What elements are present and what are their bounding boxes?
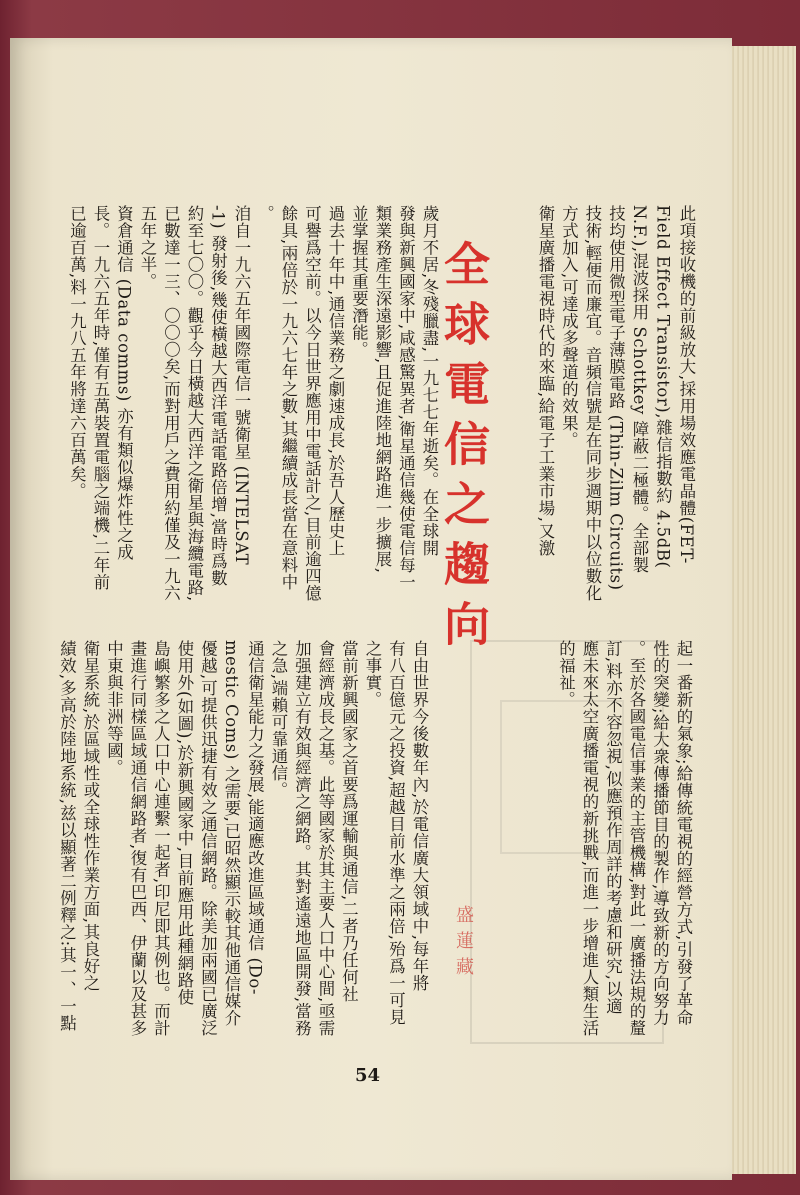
collector-stamp: 盛蓮藏 xyxy=(453,905,474,983)
page-edges xyxy=(730,46,796,1174)
text-column-bottom-left: 自由世界今後數年內,於電信廣大領域中,每年將 有八百億元之投資,超越目前水準之兩倍,殆爲一可見 之事實。 當前新興國家之首要爲運輸與通信,二者乃任何社 會經濟成長之基。此等國家於其主要人口中心間,亟需 加强建立有效與經濟之網路。其對遙遠地區開發,當務 之急,端賴可靠通信。 通信衛星能力之發展,能適應改進區域通信 (Do- mestic Coms) 之需要,已昭然顯示較其他通信媒介 優越,可提供迅捷有效之通信網路。除美加兩國已廣泛 使用外(如圖),於新興國家中,目前應用此種網路使 島嶼繁多之人口中心連繫一起者,印尼即其例也。而計 畫進行同樣區域通信網路者,復有巴西、伊蘭以及甚多 中東與非洲等國。 衛星系統,於區域性或全球性作業方面,其良好之 績效,多高於陸地系統,兹以顯著二例釋之:其一、一點 xyxy=(57,640,429,1037)
article-title: 全球電信之趨向 xyxy=(437,240,491,660)
text-column-top-right: 此項接收機的前級放大,採用場效應電晶體(FET- Field Effect Transistor),雜信指數約 4.5dB( N.F.),混波採用 Schottkey 障蔽二極體。全部製 技均使用微型電子薄膜電路 (Thin-Zilm Circuits) 技術,輕便而廉宜。音頻信號是在同步週期中以位數化 方式加入,可達成多聲道的效果。 衛星廣播電視時代的來臨,給電子工業市場,又激 xyxy=(536,205,696,602)
text-column-bottom-right: 起一番新的氣象;給傳統電視的經營方式,引發了革命 性的突變;給大衆傳播節目的製作,導致新的方向努力 。至於各國電信事業的主管機構,對此一廣播法規的釐 訂,料亦不容忽視,似應預作周詳的考慮和研究,以適 應未來太空廣播電視的新挑戰,而進一步增進人類生活 的福祉。 xyxy=(556,640,693,1037)
page-number: 54 xyxy=(355,1065,381,1086)
text-column-top-left: 歲月不居,冬殘臘盡,一九七七年逝矣。在全球開 發與新興國家中,咸感驚異者,衛星通信幾使電信每一 類業務產生深遠影響,且促進陸地網路進一步擴展, 並掌握其重要潛能。 過去十年中,通信業務之劇速成長,於吾人歷史上 可譽爲空前。以今日世界應用中電話計之,目前逾四億 餘具,兩倍於一九六七年之數,其繼續成長當在意料中 。 洎自一九六五年國際電信一號衛星 (INTELSAT -1) 發射後,幾使橫越大西洋電話電路倍增,當時爲數 約至七〇〇。觀乎今日橫越大西洋之衛星與海纜電路, 已數達一三、〇〇〇矣,而對用戶之費用約僅及一九六 五年之半。 資倉通信 (Data comms) 亦有類似爆炸性之成 長。一九六五年時,僅有五萬裝置電腦之端機,二年前 已逾百萬,料一九八五年將達六百萬矣。 xyxy=(67,205,439,602)
